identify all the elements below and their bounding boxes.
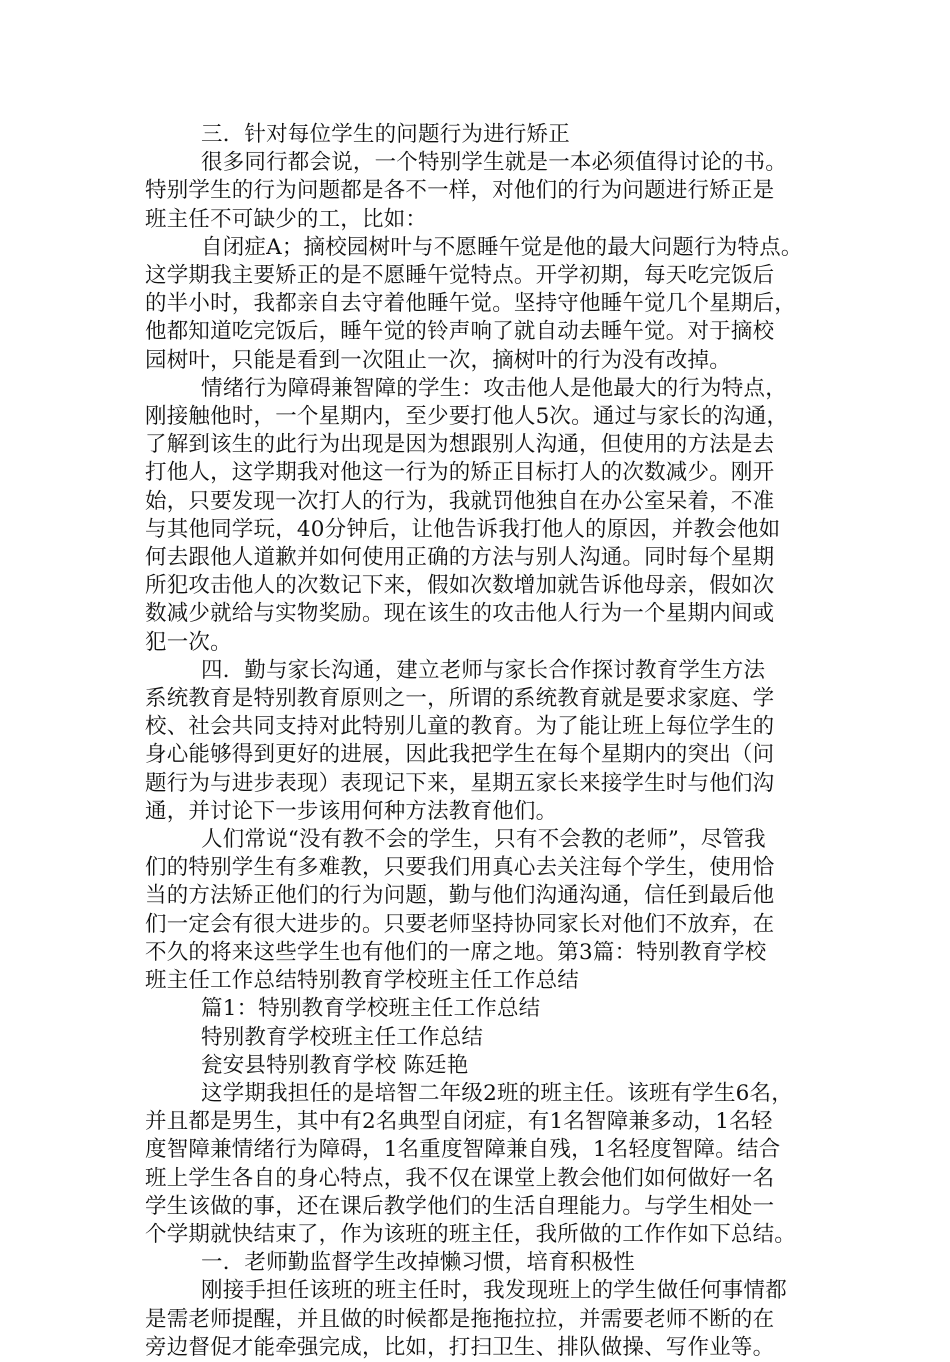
text-line: 身心能够得到更好的进展，因此我把学生在每个星期内的突出（问 [145, 742, 775, 768]
text-line: 们一定会有很大进步的。只要老师坚持协同家长对他们不放弃，在 [145, 911, 775, 937]
text-line: 特别学生的行为问题都是各不一样，对他们的行为问题进行矫正是 [145, 178, 775, 204]
paragraph-emotional [145, 375, 825, 657]
text-line: 一．老师勤监督学生改掉懒习惯，培育积极性 [201, 1250, 636, 1276]
paragraph-teacher-start [145, 1277, 825, 1362]
text-line: 刚接触他时，一个星期内，至少要打他人5次。通过与家长的沟通， [145, 404, 789, 430]
section-heading-1 [145, 1249, 825, 1277]
paragraph-class-info [145, 1080, 825, 1249]
text-line: 很多同行都会说，一个特别学生就是一本必须值得讨论的书。 [201, 150, 787, 176]
text-line: 始，只要发现一次打人的行为，我就罚他独自在办公室呆着，不准 [145, 488, 775, 514]
text-line: 三．针对每位学生的问题行为进行矫正 [201, 122, 570, 147]
text-line: 度智障兼情绪行为障碍，1名重度智障兼自残，1名轻度智障。结合 [145, 1137, 781, 1163]
section-heading-3 [145, 121, 825, 149]
document-body [145, 121, 825, 1362]
section-heading-4 [145, 657, 825, 826]
text-line: 特别教育学校班主任工作总结 [201, 1024, 484, 1050]
text-line: 这学期我担任的是培智二年级2班的班主任。该班有学生6名， [201, 1080, 793, 1106]
text-line: 了解到该生的此行为出现是因为想跟别人沟通，但使用的方法是去 [145, 432, 775, 458]
text-line: 并且都是男生，其中有2名典型自闭症，有1名智障兼多动，1名轻 [145, 1109, 773, 1135]
text-line: 何去跟他人道歉并如何使用正确的方法与别人沟通。同时每个星期 [145, 545, 775, 571]
text-line: 瓮安县特别教育学校 陈廷艳 [201, 1052, 469, 1078]
paragraph-saying [145, 826, 825, 995]
text-line: 班主任不可缺少的工，比如： [145, 206, 428, 232]
text-line: 园树叶，只能是看到一次阻止一次，摘树叶的行为没有改掉。 [145, 347, 731, 373]
text-line: 班主任工作总结特别教育学校班主任工作总结 [145, 968, 580, 994]
text-line: 人们常说“没有教不会的学生，只有不会教的老师”，尽管我 [201, 827, 766, 853]
text-line: 他都知道吃完饭后，睡午觉的铃声响了就自动去睡午觉。对于摘校 [145, 319, 775, 345]
text-line: 这学期我主要矫正的是不愿睡午觉特点。开学初期，每天吃完饭后 [145, 263, 775, 289]
text-line: 情绪行为障碍兼智障的学生：攻击他人是他最大的行为特点， [201, 375, 787, 401]
text-line: 校、社会共同支持对此特别儿童的教育。为了能让班上每位学生的 [145, 714, 775, 740]
text-line: 系统教育是特别教育原则之一，所谓的系统教育就是要求家庭、学 [145, 686, 775, 712]
author-line [145, 1052, 825, 1080]
text-line: 通，并讨论下一步该用何种方法教育他们。 [145, 798, 558, 824]
text-line: 与其他同学玩，40分钟后，让他告诉我打他人的原因，并教会他如 [145, 516, 781, 542]
article-title [145, 1024, 825, 1052]
text-line: 所犯攻击他人的次数记下来，假如次数增加就告诉他母亲，假如次 [145, 573, 775, 599]
text-line: 篇1：特别教育学校班主任工作总结 [201, 996, 541, 1022]
text-line: 四．勤与家长沟通，建立老师与家长合作探讨教育学生方法 [201, 657, 766, 683]
paragraph-intro [145, 149, 825, 234]
text-line: 是需老师提醒，并且做的时候都是拖拖拉拉，并需要老师不断的在 [145, 1306, 775, 1332]
text-line: 刚接手担任该班的班主任时，我发现班上的学生做任何事情都 [201, 1278, 787, 1304]
text-line: 题行为与进步表现）表现记下来，星期五家长来接学生时与他们沟 [145, 770, 775, 796]
text-line: 班上学生各自的身心特点，我不仅在课堂上教会他们如何做好一名 [145, 1165, 775, 1191]
text-line: 自闭症A；摘校园树叶与不愿睡午觉是他的最大问题行为特点。 [201, 234, 803, 260]
text-line: 犯一次。 [145, 629, 232, 655]
text-line: 数减少就给与实物奖励。现在该生的攻击他人行为一个星期内间或 [145, 601, 775, 627]
text-line: 个学期就快结束了，作为该班的班主任，我所做的工作作如下总结。 [145, 1221, 797, 1247]
text-line: 当的方法矫正他们的行为问题，勤与他们沟通沟通，信任到最后他 [145, 883, 775, 909]
text-line: 旁边督促才能牵强完成，比如，打扫卫生、排队做操、写作业等。 [145, 1334, 775, 1360]
text-line: 不久的将来这些学生也有他们的一席之地。第3篇：特别教育学校 [145, 939, 767, 965]
article-label [145, 995, 825, 1023]
text-line: 们的特别学生有多难教，只要我们用真心去关注每个学生，使用恰 [145, 855, 775, 881]
text-line: 的半小时，我都亲自去守着他睡午觉。坚持守他睡午觉几个星期后， [145, 291, 797, 317]
text-line: 学生该做的事，还在课后教学他们的生活自理能力。与学生相处一 [145, 1193, 775, 1219]
paragraph-autism-a [145, 234, 825, 375]
text-line: 打他人，这学期我对他这一行为的矫正目标打人的次数减少。刚开 [145, 460, 775, 486]
